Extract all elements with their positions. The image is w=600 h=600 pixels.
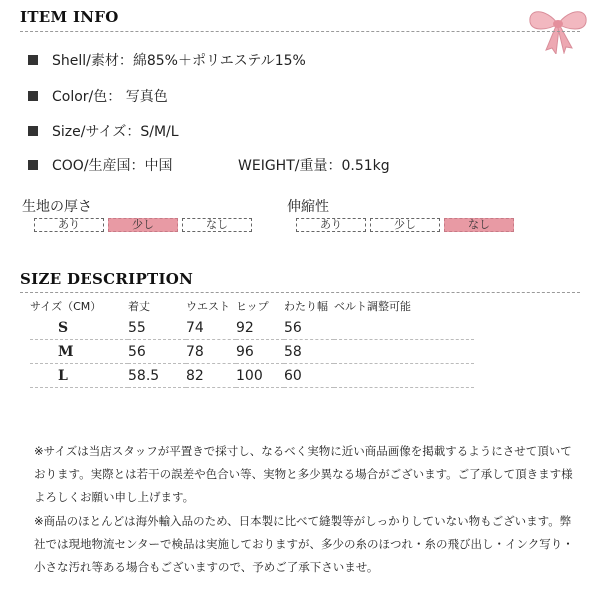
coo-text: COO/生産国：中国 <box>52 158 173 174</box>
length-cell: 55 <box>128 316 186 340</box>
header-waist: ウエスト <box>186 300 230 313</box>
table-row <box>30 364 474 388</box>
notes <box>34 440 574 580</box>
thickness-option-ari: あり <box>34 218 104 232</box>
belt-cell <box>334 364 474 388</box>
stretch-option-ari: あり <box>296 218 366 232</box>
bullet-square-icon <box>28 126 38 136</box>
size-cell: M <box>30 340 128 364</box>
header-belt: ベルト調整可能 <box>334 300 411 313</box>
waist-cell: 78 <box>186 340 236 364</box>
info-row-shell <box>28 50 306 70</box>
bullet-square-icon <box>28 55 38 65</box>
belt-cell <box>334 316 474 340</box>
size-cell: L <box>30 364 128 388</box>
size-description-divider <box>20 292 580 293</box>
note-sizing: ※サイズは当店スタッフが平置きで採寸し、なるべく実物に近い商品画像を掲載するようにさせて頂いております。実際とは若干の誤差や色合い等、実物と多少異なる場合がございます。ご了承して頂きます様よろしくお願い申し上げます。 <box>34 444 573 504</box>
header-size: サイズ（CM） <box>30 300 102 313</box>
thickness-option-sukoshi: 少し <box>108 218 178 232</box>
pink-ribbon-icon <box>522 2 594 54</box>
thickness-option-nashi: なし <box>182 218 252 232</box>
thigh-cell: 58 <box>284 340 334 364</box>
size-text: Size/サイズ：S/M/L <box>52 124 179 140</box>
thickness-label: 生地の厚さ <box>22 199 92 215</box>
size-table-header <box>30 298 474 316</box>
shell-text: Shell/素材：綿85%＋ポリエステル15% <box>52 53 306 69</box>
hip-cell: 96 <box>236 340 284 364</box>
info-row-color <box>28 86 168 106</box>
item-info-divider <box>20 31 580 32</box>
stretch-option-sukoshi: 少し <box>370 218 440 232</box>
color-text: Color/色： 写真色 <box>52 89 168 105</box>
belt-cell <box>334 340 474 364</box>
hip-cell: 100 <box>236 364 284 388</box>
info-row-coo <box>28 155 173 175</box>
length-cell: 58.5 <box>128 364 186 388</box>
header-length: 着丈 <box>128 300 150 313</box>
size-cell: S <box>30 316 128 340</box>
weight-text: WEIGHT/重量：0.51kg <box>238 158 390 174</box>
table-row <box>30 316 474 340</box>
hip-cell: 92 <box>236 316 284 340</box>
stretch-label: 伸縮性 <box>287 199 329 215</box>
waist-cell: 74 <box>186 316 236 340</box>
length-cell: 56 <box>128 340 186 364</box>
stretch-scale <box>296 218 514 232</box>
info-row-size <box>28 121 179 141</box>
item-info-title: ITEM INFO <box>20 8 119 26</box>
size-table <box>30 298 474 388</box>
table-row <box>30 340 474 364</box>
thigh-cell: 60 <box>284 364 334 388</box>
bullet-square-icon <box>28 160 38 170</box>
header-thigh: わたり幅 <box>284 300 328 313</box>
stretch-option-nashi: なし <box>444 218 514 232</box>
header-hip: ヒップ <box>236 300 269 313</box>
thickness-scale <box>34 218 252 232</box>
note-quality: ※商品のほとんどは海外輸入品のため、日本製に比べて縫製等がしっかりしていない物もございます。弊社では現地物流センターで検品は実施しておりますが、多少の糸のほつれ・糸の飛び出し・インク写り・小さな汚れ等ある場合もございますので、予めご了承下さいませ。 <box>34 514 574 574</box>
thigh-cell: 56 <box>284 316 334 340</box>
size-description-title: SIZE DESCRIPTION <box>20 270 194 288</box>
bullet-square-icon <box>28 91 38 101</box>
waist-cell: 82 <box>186 364 236 388</box>
